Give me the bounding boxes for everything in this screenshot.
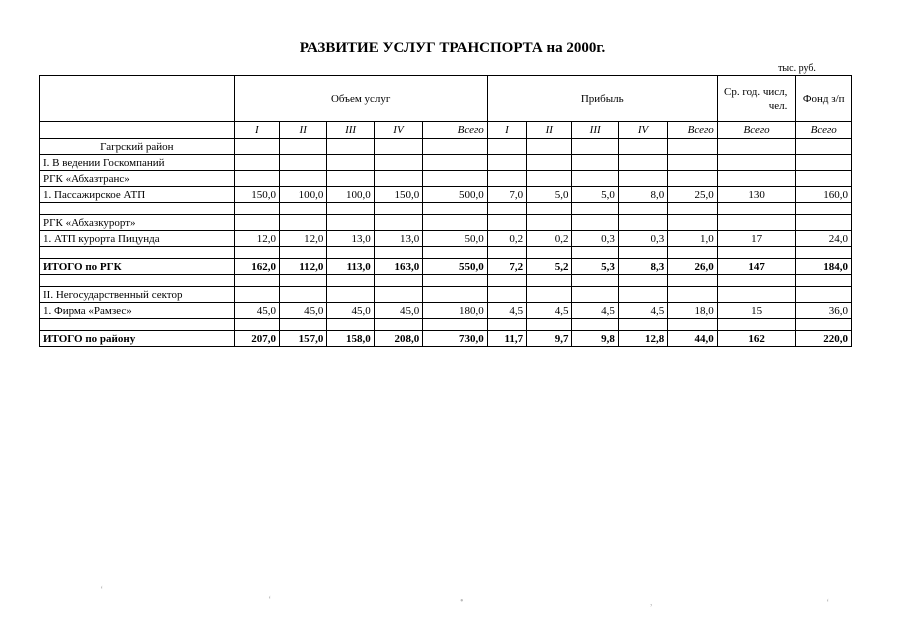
row-label <box>40 275 235 287</box>
value-cell: 4,5 <box>487 303 526 319</box>
value-cell: 45,0 <box>374 303 422 319</box>
row-label: ИТОГО по району <box>40 331 235 347</box>
scan-mark: • <box>460 596 464 607</box>
row-label: I. В ведении Госкомпаний <box>40 155 235 171</box>
value-cell: 5,3 <box>572 259 618 275</box>
row-label: РГК «Абхазтранс» <box>40 171 235 187</box>
value-cell <box>668 215 717 231</box>
subheader-cell: IV <box>618 122 667 139</box>
value-cell: 113,0 <box>327 259 374 275</box>
value-cell: 100,0 <box>327 187 374 203</box>
units-note: тыс. руб. <box>778 63 816 74</box>
table-row <box>40 215 852 231</box>
value-cell: 207,0 <box>234 331 279 347</box>
subheader-cell: II <box>280 122 327 139</box>
value-cell <box>487 203 526 215</box>
value-cell: 1,0 <box>668 231 717 247</box>
value-cell <box>572 203 618 215</box>
value-cell <box>796 139 852 155</box>
value-cell <box>487 247 526 259</box>
scan-mark: ‘ <box>268 595 272 606</box>
table-body <box>40 139 852 347</box>
table-row <box>40 139 852 155</box>
value-cell: 150,0 <box>374 187 422 203</box>
value-cell: 13,0 <box>374 231 422 247</box>
value-cell: 36,0 <box>796 303 852 319</box>
subheader-row <box>40 122 852 139</box>
value-cell <box>487 139 526 155</box>
header-label-cell <box>40 76 235 122</box>
value-cell: 5,0 <box>527 187 572 203</box>
value-cell <box>668 287 717 303</box>
value-cell <box>327 247 374 259</box>
value-cell <box>327 155 374 171</box>
value-cell <box>327 203 374 215</box>
subheader-cell: I <box>234 122 279 139</box>
subheader-cell: I <box>487 122 526 139</box>
value-cell: 157,0 <box>280 331 327 347</box>
row-label: РГК «Абхазкурорт» <box>40 215 235 231</box>
value-cell: 15 <box>717 303 796 319</box>
table-row <box>40 231 852 247</box>
value-cell <box>374 287 422 303</box>
value-cell: 0,3 <box>572 231 618 247</box>
value-cell: 44,0 <box>668 331 717 347</box>
value-cell <box>423 139 488 155</box>
value-cell <box>234 319 279 331</box>
value-cell: 26,0 <box>668 259 717 275</box>
value-cell <box>527 203 572 215</box>
value-cell <box>668 139 717 155</box>
value-cell: 147 <box>717 259 796 275</box>
value-cell <box>717 203 796 215</box>
value-cell: 12,0 <box>280 231 327 247</box>
subheader-cell: III <box>327 122 374 139</box>
value-cell <box>717 215 796 231</box>
value-cell: 0,3 <box>618 231 667 247</box>
value-cell <box>234 215 279 231</box>
value-cell <box>423 287 488 303</box>
value-cell <box>527 275 572 287</box>
value-cell: 158,0 <box>327 331 374 347</box>
value-cell <box>618 319 667 331</box>
value-cell: 180,0 <box>423 303 488 319</box>
value-cell <box>487 171 526 187</box>
value-cell <box>796 155 852 171</box>
value-cell <box>527 155 572 171</box>
value-cell <box>572 155 618 171</box>
value-cell <box>796 247 852 259</box>
row-label <box>40 203 235 215</box>
value-cell <box>234 287 279 303</box>
value-cell <box>374 275 422 287</box>
value-cell <box>374 215 422 231</box>
value-cell: 112,0 <box>280 259 327 275</box>
value-cell <box>668 155 717 171</box>
value-cell: 150,0 <box>234 187 279 203</box>
value-cell <box>374 319 422 331</box>
value-cell <box>618 215 667 231</box>
value-cell <box>280 287 327 303</box>
value-cell <box>280 139 327 155</box>
subheader-cell: III <box>572 122 618 139</box>
value-cell: 25,0 <box>668 187 717 203</box>
value-cell <box>327 139 374 155</box>
value-cell <box>796 215 852 231</box>
value-cell: 8,0 <box>618 187 667 203</box>
value-cell: 220,0 <box>796 331 852 347</box>
value-cell <box>572 247 618 259</box>
value-cell: 12,8 <box>618 331 667 347</box>
subheader-cell: IV <box>374 122 422 139</box>
value-cell <box>374 139 422 155</box>
value-cell <box>572 215 618 231</box>
value-cell <box>327 275 374 287</box>
value-cell <box>618 171 667 187</box>
value-cell <box>280 203 327 215</box>
value-cell <box>374 203 422 215</box>
value-cell <box>374 171 422 187</box>
value-cell <box>527 215 572 231</box>
value-cell <box>717 155 796 171</box>
value-cell <box>374 155 422 171</box>
value-cell: 50,0 <box>423 231 488 247</box>
value-cell <box>668 247 717 259</box>
table-row <box>40 319 852 331</box>
value-cell: 13,0 <box>327 231 374 247</box>
value-cell <box>717 275 796 287</box>
value-cell <box>717 247 796 259</box>
subheader-cell: Всего <box>796 122 852 139</box>
value-cell <box>487 319 526 331</box>
value-cell: 12,0 <box>234 231 279 247</box>
value-cell <box>487 215 526 231</box>
value-cell <box>423 275 488 287</box>
table-row <box>40 275 852 287</box>
value-cell: 9,7 <box>527 331 572 347</box>
value-cell: 11,7 <box>487 331 526 347</box>
row-label: 1. Фирма «Рамзес» <box>40 303 235 319</box>
value-cell <box>618 287 667 303</box>
value-cell <box>717 319 796 331</box>
value-cell: 500,0 <box>423 187 488 203</box>
value-cell <box>234 171 279 187</box>
value-cell <box>527 247 572 259</box>
table-row <box>40 203 852 215</box>
subheader-cell: Всего <box>423 122 488 139</box>
row-label <box>40 247 235 259</box>
subheader-cell: II <box>527 122 572 139</box>
table-row <box>40 155 852 171</box>
value-cell: 5,2 <box>527 259 572 275</box>
value-cell <box>280 155 327 171</box>
value-cell <box>327 319 374 331</box>
value-cell <box>234 275 279 287</box>
value-cell <box>234 139 279 155</box>
scan-mark: ‘ <box>100 585 104 596</box>
table-row <box>40 303 852 319</box>
value-cell <box>717 139 796 155</box>
value-cell: 9,8 <box>572 331 618 347</box>
transport-table <box>39 75 852 347</box>
value-cell <box>327 215 374 231</box>
value-cell <box>487 287 526 303</box>
value-cell <box>280 247 327 259</box>
subheader-cell: Всего <box>668 122 717 139</box>
subheader-label-cell <box>40 122 235 139</box>
value-cell <box>487 155 526 171</box>
value-cell <box>423 203 488 215</box>
value-cell: 4,5 <box>572 303 618 319</box>
value-cell <box>796 319 852 331</box>
value-cell <box>668 275 717 287</box>
value-cell: 0,2 <box>527 231 572 247</box>
table-row <box>40 187 852 203</box>
value-cell <box>423 247 488 259</box>
value-cell <box>796 275 852 287</box>
scan-mark: , <box>650 597 653 608</box>
value-cell <box>327 171 374 187</box>
value-cell <box>234 155 279 171</box>
value-cell <box>618 139 667 155</box>
value-cell: 550,0 <box>423 259 488 275</box>
row-label: ИТОГО по РГК <box>40 259 235 275</box>
value-cell <box>527 139 572 155</box>
value-cell: 45,0 <box>327 303 374 319</box>
value-cell <box>280 275 327 287</box>
total-row <box>40 259 852 275</box>
header-wage-fund: Фонд з/п <box>796 76 852 122</box>
value-cell: 100,0 <box>280 187 327 203</box>
row-label: 1. Пассажирское АТП <box>40 187 235 203</box>
value-cell <box>527 319 572 331</box>
value-cell <box>618 247 667 259</box>
value-cell <box>796 171 852 187</box>
value-cell: 4,5 <box>618 303 667 319</box>
value-cell <box>527 287 572 303</box>
header-row <box>40 76 852 122</box>
value-cell: 45,0 <box>280 303 327 319</box>
subheader-cell: Всего <box>717 122 796 139</box>
value-cell <box>423 171 488 187</box>
table-row <box>40 287 852 303</box>
value-cell <box>618 155 667 171</box>
page-title: РАЗВИТИЕ УСЛУГ ТРАНСПОРТА на 2000г. <box>299 40 606 56</box>
table-row <box>40 171 852 187</box>
value-cell: 5,0 <box>572 187 618 203</box>
value-cell: 130 <box>717 187 796 203</box>
row-label: 1. АТП курорта Пицунда <box>40 231 235 247</box>
value-cell <box>527 171 572 187</box>
value-cell: 163,0 <box>374 259 422 275</box>
value-cell: 18,0 <box>668 303 717 319</box>
value-cell <box>618 275 667 287</box>
row-label <box>40 319 235 331</box>
value-cell <box>796 287 852 303</box>
value-cell: 160,0 <box>796 187 852 203</box>
value-cell <box>280 319 327 331</box>
value-cell <box>423 319 488 331</box>
value-cell <box>668 319 717 331</box>
row-label: II. Негосударственный сектор <box>40 287 235 303</box>
value-cell <box>423 215 488 231</box>
header-volume: Объем услуг <box>234 76 487 122</box>
value-cell <box>717 287 796 303</box>
value-cell <box>234 203 279 215</box>
value-cell: 0,2 <box>487 231 526 247</box>
value-cell: 208,0 <box>374 331 422 347</box>
value-cell <box>280 171 327 187</box>
value-cell <box>234 247 279 259</box>
total-row <box>40 331 852 347</box>
value-cell: 162,0 <box>234 259 279 275</box>
header-profit: Прибыль <box>487 76 717 122</box>
value-cell <box>717 171 796 187</box>
value-cell: 7,2 <box>487 259 526 275</box>
value-cell: 24,0 <box>796 231 852 247</box>
value-cell: 184,0 <box>796 259 852 275</box>
header-avg-staff: Ср. год. числ, чел. <box>717 76 796 122</box>
value-cell: 8,3 <box>618 259 667 275</box>
value-cell: 7,0 <box>487 187 526 203</box>
value-cell <box>572 139 618 155</box>
value-cell <box>572 319 618 331</box>
value-cell <box>327 287 374 303</box>
value-cell: 162 <box>717 331 796 347</box>
value-cell <box>487 275 526 287</box>
table-row <box>40 247 852 259</box>
value-cell <box>668 171 717 187</box>
value-cell <box>280 215 327 231</box>
value-cell: 17 <box>717 231 796 247</box>
value-cell: 730,0 <box>423 331 488 347</box>
row-label: Гагрский район <box>40 139 235 155</box>
value-cell <box>423 155 488 171</box>
value-cell: 4,5 <box>527 303 572 319</box>
value-cell <box>668 203 717 215</box>
scan-mark: ‘ <box>826 598 830 609</box>
value-cell <box>572 275 618 287</box>
value-cell <box>572 287 618 303</box>
value-cell <box>618 203 667 215</box>
value-cell: 45,0 <box>234 303 279 319</box>
value-cell <box>374 247 422 259</box>
value-cell <box>796 203 852 215</box>
value-cell <box>572 171 618 187</box>
